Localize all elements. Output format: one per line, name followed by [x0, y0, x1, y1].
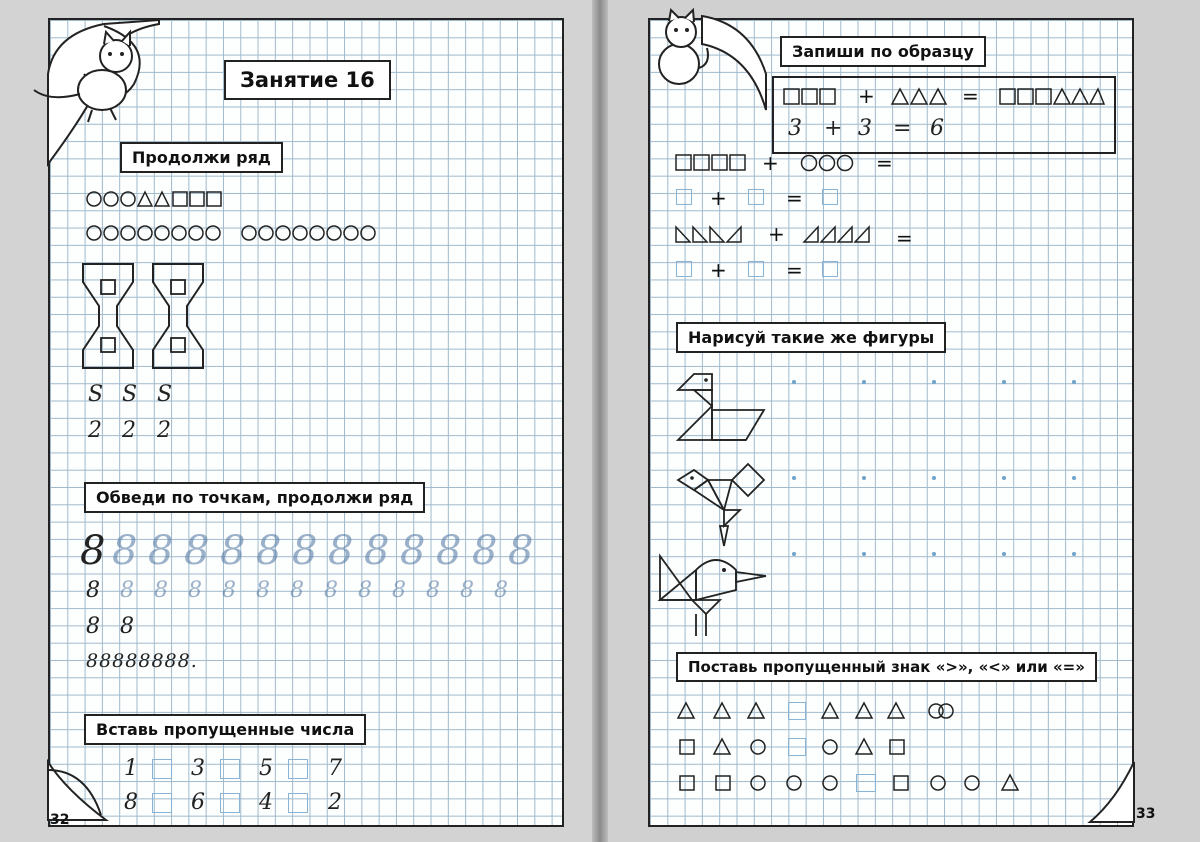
dotted-eight: 8: [392, 578, 406, 603]
small-eight-sample: 8: [86, 578, 100, 603]
dotted-eight: 8: [508, 528, 534, 574]
answer-box[interactable]: [822, 261, 838, 277]
dotted-eight: 8: [324, 578, 338, 603]
dotted-eight: 8: [426, 578, 440, 603]
circle-row: [86, 223, 386, 243]
answer-box[interactable]: [748, 261, 764, 277]
big-eight-figure-2: [151, 262, 207, 372]
book-spine: [592, 0, 608, 842]
dotted-eight: 8: [290, 578, 304, 603]
dotted-eight: 8: [256, 528, 282, 574]
example-equals: =: [893, 116, 912, 141]
answer-box[interactable]: [288, 759, 308, 779]
dotted-eight: 8: [154, 578, 168, 603]
answer-box[interactable]: [288, 793, 308, 813]
number: 3: [191, 756, 205, 781]
equals-sign: =: [962, 84, 979, 108]
answer-box[interactable]: [748, 189, 764, 205]
example-number: 3: [858, 116, 872, 141]
answer-box[interactable]: [788, 702, 806, 720]
answer-box[interactable]: [822, 189, 838, 205]
task-title-missing-numbers: Вставь пропущенные числа: [84, 714, 366, 745]
task-title-continue-row: Продолжи ряд: [120, 142, 283, 173]
answer-box[interactable]: [220, 759, 240, 779]
task-title-trace-dots: Обведи по точкам, продолжи ряд: [84, 482, 425, 513]
small-eight: 8: [86, 614, 100, 639]
answer-box[interactable]: [676, 261, 692, 277]
swan-figure: [672, 370, 772, 450]
handwriting-2: 2: [122, 418, 136, 443]
eight-sequence: 88888888.: [86, 650, 198, 672]
number: 1: [124, 756, 138, 781]
dotted-eight: 8: [328, 528, 354, 574]
right-bottom-curl: [1086, 760, 1138, 830]
lesson-title: Занятие 16: [224, 60, 391, 100]
dotted-eight: 8: [292, 528, 318, 574]
example-number: 3: [788, 116, 802, 141]
plus-sign: +: [768, 222, 785, 246]
compare-row-2: [676, 736, 936, 758]
dotted-eight: 8: [472, 528, 498, 574]
number: 8: [124, 790, 138, 815]
number: 6: [191, 790, 205, 815]
dotted-eights-small: [120, 578, 520, 608]
dot-grid: [784, 378, 1084, 558]
bird-figure: [656, 550, 776, 640]
dotted-eight: 8: [184, 528, 210, 574]
handwriting-2: 2: [88, 418, 102, 443]
answer-box[interactable]: [220, 793, 240, 813]
number: 4: [259, 790, 273, 815]
dotted-eight: 8: [188, 578, 202, 603]
dotted-eight: 8: [436, 528, 462, 574]
big-eight-figure-1: [81, 262, 137, 372]
task-title-write-by-sample: Запиши по образцу: [780, 36, 986, 67]
cat-icon: [645, 8, 715, 88]
dotted-eight: 8: [220, 528, 246, 574]
equals-sign: =: [786, 258, 803, 282]
answer-box[interactable]: [152, 759, 172, 779]
dotted-eight: 8: [120, 578, 134, 603]
number: 2: [328, 790, 342, 815]
example-plus: +: [824, 116, 843, 141]
dotted-eight: 8: [364, 528, 390, 574]
plus-sign: +: [710, 258, 727, 282]
handwriting-s: S: [122, 382, 138, 407]
dotted-eight: 8: [148, 528, 174, 574]
handwriting-s: S: [88, 382, 104, 407]
task-title-draw-shapes: Нарисуй такие же фигуры: [676, 322, 946, 353]
dotted-eight: 8: [112, 528, 138, 574]
dotted-eight: 8: [400, 528, 426, 574]
page-number: 33: [1136, 806, 1156, 822]
example-number: 6: [930, 116, 944, 141]
task-title-compare-signs: Поставь пропущенный знак «>», «<» или «=»: [676, 652, 1097, 682]
rooster-figure: [672, 460, 772, 550]
example-shapes: [782, 86, 1104, 108]
cat-icon: [30, 28, 140, 123]
shape-pattern-row: [86, 189, 236, 209]
dotted-eight: 8: [494, 578, 508, 603]
plus-sign: +: [710, 186, 727, 210]
dotted-eight: 8: [256, 578, 270, 603]
plus-sign: +: [858, 84, 875, 108]
big-eight-sample: 8: [80, 528, 106, 574]
dotted-eights-large: [112, 528, 532, 578]
equals-sign: =: [786, 186, 803, 210]
compare-row-1: [676, 700, 956, 722]
answer-box[interactable]: [788, 738, 806, 756]
number: 5: [259, 756, 273, 781]
page-number: 32: [50, 812, 70, 828]
equals-sign: =: [876, 151, 893, 175]
small-eight: 8: [120, 614, 134, 639]
dotted-eight: 8: [460, 578, 474, 603]
dotted-eight: 8: [222, 578, 236, 603]
answer-box[interactable]: [676, 189, 692, 205]
answer-box[interactable]: [856, 774, 876, 792]
equals-sign: =: [896, 226, 913, 250]
dotted-eight: 8: [358, 578, 372, 603]
answer-box[interactable]: [152, 793, 172, 813]
handwriting-2: 2: [157, 418, 171, 443]
compare-row-3: [676, 772, 1026, 794]
plus-sign: +: [762, 151, 779, 175]
handwriting-s: S: [157, 382, 173, 407]
number: 7: [328, 756, 342, 781]
